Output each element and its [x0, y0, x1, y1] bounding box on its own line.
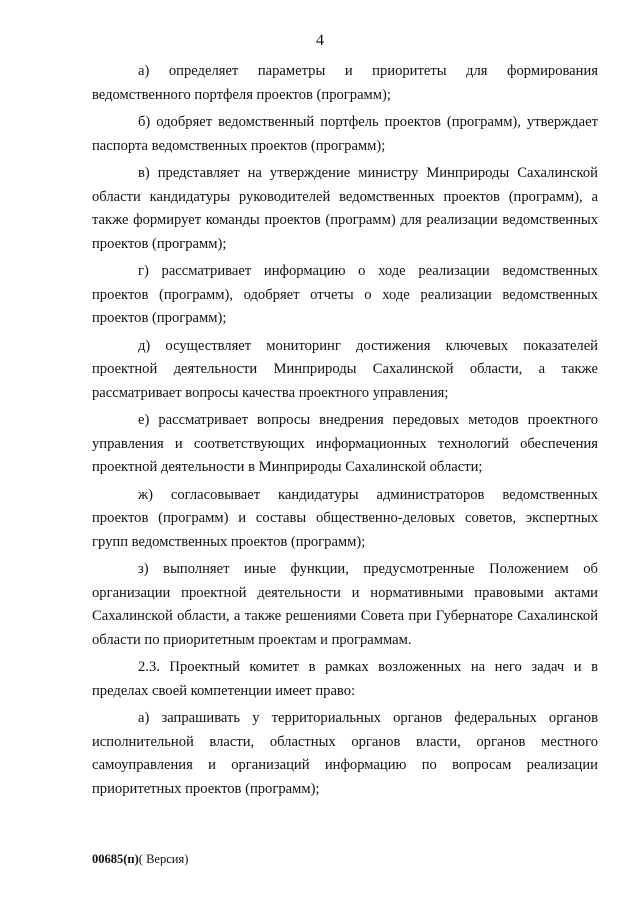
paragraph-2-3-a: а) запрашивать у территориальных органов федеральных органов исполнительной власти, областных органов власти, органов местного самоуправления и организаций информацию по вопросам реализации приоритетных проектов (программ); [92, 710, 598, 797]
paragraph-d: д) осуществляет мониторинг достижения ключевых показателей проектной деятельности Минприроды Сахалинской области, а также рассматривает вопросы качества проектного управления; [92, 337, 598, 401]
paragraph-v: в) представляет на утверждение министру Минприроды Сахалинской области кандидатуры руководителей ведомственных проектов (программ), а также формирует команды проектов (программ) для реализации ведомственных проектов (программ); [92, 165, 598, 252]
paragraph-a: а) определяет параметры и приоритеты для формирования ведомственного портфеля проектов (программ); [92, 63, 598, 103]
paragraph-g: г) рассматривает информацию о ходе реализации ведомственных проектов (программ), одобряет отчеты о ходе реализации ведомственных проектов (программ); [92, 263, 598, 326]
paragraph-b: б) одобряет ведомственный портфель проектов (программ), утверждает паспорта ведомственных проектов (программ); [92, 114, 598, 154]
paragraph-zh: ж) согласовывает кандидатуры администраторов ведомственных проектов (программ) и составы общественно-деловых советов, экспертных групп ведомственных проектов (программ); [92, 486, 598, 550]
paragraph-e: е) рассматривает вопросы внедрения передовых методов проектного управления и соответствующих информационных технологий обеспечения проектной деятельности в Минприроды Сахалинской области; [92, 412, 598, 475]
page-number: 4 [316, 32, 324, 49]
document-body [92, 60, 598, 805]
footer [92, 852, 188, 867]
doc-code: 00685(п) [92, 852, 139, 866]
paragraph-z: з) выполняет иные функции, предусмотренные Положением об организации проектной деятельности и нормативными правовыми актами Сахалинской области, а также решениями Совета при Губернаторе Сахалинской области по приоритетным проектам и программам. [92, 561, 598, 648]
section-2-3: 2.3. Проектный комитет в рамках возложенных на него задач и в пределах своей компетенции имеет право: [92, 659, 598, 699]
version-label: ( Версия) [138, 852, 189, 866]
